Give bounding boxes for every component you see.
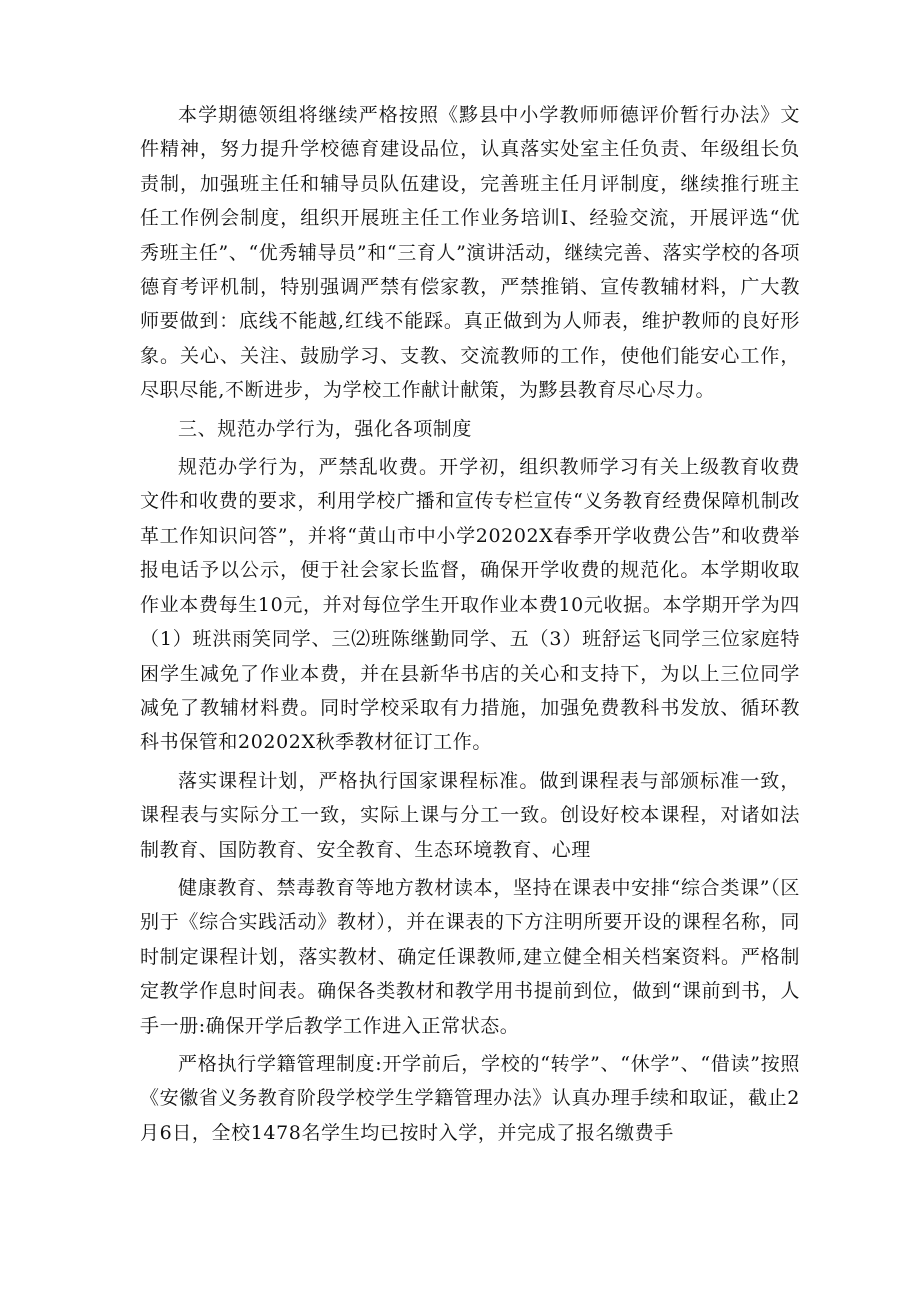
paragraph-curriculum: 落实课程计划，严格执行国家课程标准。做到课程表与部颁标准一致，课程表与实际分工一致，实际上课与分工一致。创设好校本课程，对诸如法制教育、国防教育、安全教育、生态环境教育、心理 [140,769,800,861]
paragraph-teacher-ethics: 本学期德领组将继续严格按照《黟县中小学教师师德评价暂行办法》文件精神，努力提升学校德育建设品位，认真落实处室主任负责、年级组长负责制，加强班主任和辅导员队伍建设，完善班主任月评制度，继续推行班主任工作例会制度，组织开展班主任工作业务培训Ⅰ、经验交流，开展评选“优秀班主任”、“优秀辅导员”和“三育人”演讲活动，继续完善、落实学校的各项德育考评机制，特别强调严禁有偿家教，严禁推销、宣传教辅材料，广大教师要做到：底线不能越,红线不能踩。真正做到为人师表，维护教师的良好形象。关心、关注、鼓励学习、支教、交流教师的工作，使他们能安心工作，尽职尽能,不断进步，为学校工作献计献策，为黟县教育尽心尽力。 [140,104,800,402]
document-page [140,98,800,1154]
paragraph-curriculum-continued: 健康教育、禁毒教育等地方教材读本，坚持在课表中安排“综合类课”（区别于《综合实践活动》教材），并在课表的下方注明所要开设的课程名称，同时制定课程计划，落实教材、确定任课教师,建立健全相关档案资料。严格制定教学作息时间表。确保各类教材和教学用书提前到位，做到“课前到书，人手一册:确保开学后教学工作进入正常状态。 [140,876,800,1037]
paragraph-student-records: 严格执行学籍管理制度:开学前后，学校的“转学”、“休学”、“借读”按照《安徽省义务教育阶段学校学生学籍管理办法》认真办理手续和取证，截止2月6日，全校1478名学生均已按时入学，并完成了报名缴费手 [140,1052,800,1144]
paragraph-fees: 规范办学行为，严禁乱收费。开学初，组织教师学习有关上级教育收费文件和收费的要求，利用学校广播和宣传专栏宣传“义务教育经费保障机制改革工作知识问答”，并将“黄山市中小学20202X春季开学收费公告”和收费举报电话予以公示，便于社会家长监督，确保开学收费的规范化。本学期收取作业本费每生10元，并对每位学生开取作业本费10元收据。本学期开学为四（1）班洪雨笑同学、三⑵班陈继勤同学、五（3）班舒运飞同学三位家庭特困学生减免了作业本费，并在县新华书店的关心和支持下，为以上三位同学减免了教辅材料费。同时学校采取有力措施，加强免费教科书发放、循环教科书保管和20202X秋季教材征订工作。 [140,456,800,754]
section-heading: 三、规范办学行为，强化各项制度 [178,417,473,440]
